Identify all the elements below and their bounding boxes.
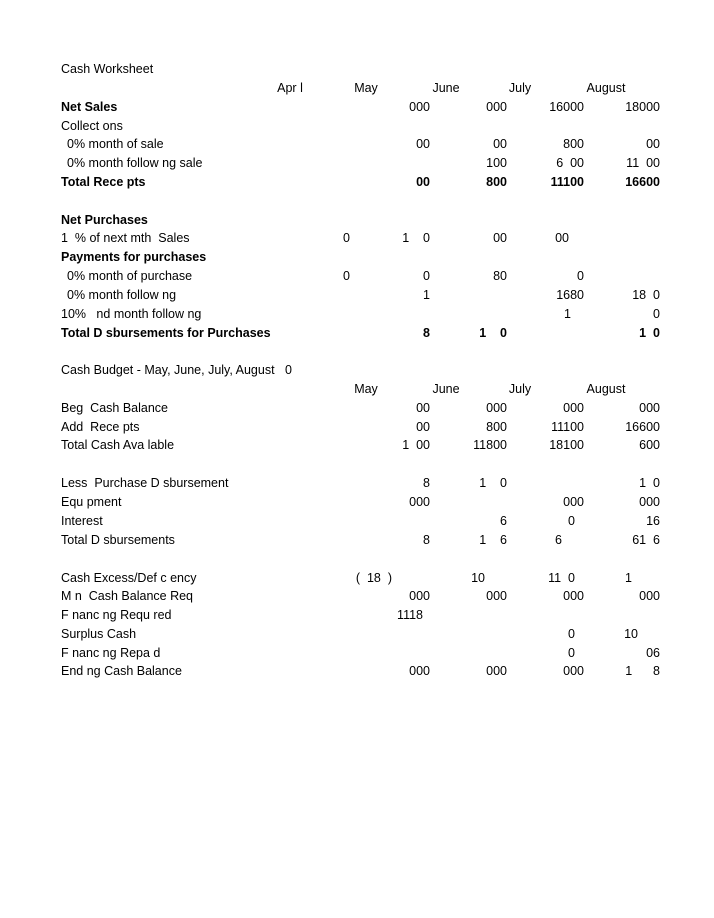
row-label: M n Cash Balance Req bbox=[61, 589, 194, 603]
budget-header-row bbox=[0, 382, 714, 401]
cell-september: 61 6 bbox=[632, 533, 660, 547]
interest-row bbox=[0, 514, 714, 533]
second-month-following-row bbox=[0, 307, 714, 326]
cell-august: 0 bbox=[568, 646, 575, 660]
row-label: 0% month follow ng bbox=[67, 288, 177, 302]
cell-september: 1 0 bbox=[639, 476, 660, 490]
cell-august: 000 bbox=[563, 589, 584, 603]
cell-august: 00 bbox=[555, 231, 569, 245]
beg-cash-balance-row bbox=[0, 401, 714, 420]
row-label: Total Cash Ava lable bbox=[61, 438, 175, 452]
cell-june: 1 0 bbox=[402, 231, 430, 245]
row-label: Net Sales bbox=[61, 100, 118, 114]
row-label: Total D sbursements for Purchases bbox=[61, 326, 271, 340]
row-label: F nanc ng Requ red bbox=[61, 608, 172, 622]
cell-june: 00 bbox=[416, 420, 430, 434]
cell-july: 11800 bbox=[473, 438, 507, 452]
cash-budget-title-row bbox=[0, 363, 714, 382]
cell-august: 6 00 bbox=[556, 156, 584, 170]
cell-june: 1 bbox=[423, 288, 430, 302]
cell-june: 8 bbox=[423, 533, 430, 547]
row-label: Add Rece pts bbox=[61, 420, 140, 434]
cell-july: 000 bbox=[486, 589, 507, 603]
cell-september: 600 bbox=[639, 438, 660, 452]
cash-excess-deficiency-row bbox=[0, 571, 714, 590]
cell-july: 6 bbox=[500, 514, 507, 528]
cell-september: 16 bbox=[646, 514, 660, 528]
header-april: Apr l bbox=[277, 81, 303, 95]
cell-september: 0 bbox=[653, 307, 660, 321]
net-sales-row bbox=[0, 100, 714, 119]
cell-june: 8 bbox=[423, 476, 430, 490]
month-following-row bbox=[0, 288, 714, 307]
cell-august: 0 bbox=[568, 514, 575, 528]
header-july: July bbox=[508, 81, 532, 95]
row-label: Total Rece pts bbox=[61, 175, 146, 189]
cell-september: 11 00 bbox=[626, 156, 660, 170]
cell-september: 18000 bbox=[625, 100, 660, 114]
cell-june: 0 bbox=[423, 269, 430, 283]
cell-september: 1 8 bbox=[625, 664, 660, 678]
cell-september: 1 0 bbox=[639, 326, 660, 340]
cell-september: 16600 bbox=[625, 420, 660, 434]
cell-june: 00 bbox=[416, 175, 430, 189]
row-label: Interest bbox=[61, 514, 103, 528]
cell-july: 10 bbox=[471, 571, 485, 585]
equipment-row bbox=[0, 495, 714, 514]
collections-row bbox=[0, 119, 714, 138]
cell-august: 000 bbox=[563, 495, 584, 509]
cell-july: 000 bbox=[486, 664, 507, 678]
cell-august: 11100 bbox=[550, 175, 584, 189]
cell-june: 8 bbox=[423, 326, 430, 340]
row-label: Cash Excess/Def c ency bbox=[61, 571, 197, 585]
header-may: May bbox=[354, 382, 378, 396]
cell-july: 100 bbox=[486, 156, 507, 170]
row-label: Equ pment bbox=[61, 495, 122, 509]
cell-june: 000 bbox=[409, 664, 430, 678]
cell-august: 11100 bbox=[551, 420, 584, 434]
cell-april: 0 bbox=[343, 231, 350, 245]
cell-june: 00 bbox=[416, 401, 430, 415]
cell-september: 00 bbox=[646, 137, 660, 151]
min-cash-balance-req-row bbox=[0, 589, 714, 608]
cash-budget-title: Cash Budget - May, June, July, August 0 bbox=[61, 363, 292, 377]
header-june: June bbox=[432, 81, 460, 95]
pct-next-month-sales-row bbox=[0, 231, 714, 250]
cell-september: 000 bbox=[639, 495, 660, 509]
cell-august: 0 bbox=[568, 627, 575, 641]
cell-september: 16600 bbox=[625, 175, 660, 189]
worksheet-title: Cash Worksheet bbox=[61, 62, 154, 76]
row-label: F nanc ng Repa d bbox=[61, 646, 161, 660]
cell-september: 1 bbox=[625, 571, 632, 585]
cell-june: 1118 bbox=[397, 608, 423, 622]
cell-august: 1 bbox=[564, 307, 571, 321]
cell-june: 000 bbox=[409, 589, 430, 603]
cell-july: 1 0 bbox=[479, 476, 507, 490]
cell-june: 1 00 bbox=[402, 438, 430, 452]
header-august: August bbox=[586, 382, 626, 396]
cell-july: 00 bbox=[493, 137, 507, 151]
cell-september: 18 0 bbox=[632, 288, 660, 302]
cell-may: ( 18 ) bbox=[355, 571, 392, 585]
cell-august: 0 bbox=[577, 269, 584, 283]
cell-july: 800 bbox=[486, 420, 507, 434]
payments-for-purchases-row bbox=[0, 250, 714, 269]
row-label: Surplus Cash bbox=[61, 627, 137, 641]
row-label: 0% month of purchase bbox=[67, 269, 193, 283]
row-label: 1 % of next mth Sales bbox=[61, 231, 190, 245]
cell-september: 000 bbox=[639, 401, 660, 415]
month-following-sale-row bbox=[0, 156, 714, 175]
month-of-sale-row bbox=[0, 137, 714, 156]
cell-august: 11 0 bbox=[548, 571, 575, 585]
cell-august: 000 bbox=[563, 664, 584, 678]
month-header-row bbox=[0, 81, 714, 100]
cell-september: 10 bbox=[624, 627, 638, 641]
cell-july: 80 bbox=[493, 269, 507, 283]
cell-june: 00 bbox=[416, 137, 430, 151]
row-label: 10% nd month follow ng bbox=[61, 307, 202, 321]
ending-cash-balance-row bbox=[0, 664, 714, 683]
cell-july: 000 bbox=[486, 401, 507, 415]
cell-august: 6 bbox=[555, 533, 562, 547]
cell-july: 000 bbox=[486, 100, 507, 114]
add-receipts-row bbox=[0, 420, 714, 439]
cell-august: 18100 bbox=[549, 438, 584, 452]
less-purchase-disbursement-row bbox=[0, 476, 714, 495]
net-purchases-row bbox=[0, 213, 714, 232]
cell-september: 06 bbox=[646, 646, 660, 660]
worksheet-title-row bbox=[0, 62, 714, 81]
financing-repaid-row bbox=[0, 646, 714, 665]
cell-june: 000 bbox=[409, 495, 430, 509]
row-label: Net Purchases bbox=[61, 213, 148, 227]
header-august: August bbox=[586, 81, 626, 95]
cell-july: 00 bbox=[493, 231, 507, 245]
row-label: Collect ons bbox=[61, 119, 123, 133]
header-june: June bbox=[432, 382, 460, 396]
row-label: Total D sbursements bbox=[61, 533, 175, 547]
row-label: Less Purchase D sbursement bbox=[61, 476, 229, 490]
row-label: 0% month follow ng sale bbox=[67, 156, 203, 170]
total-disbursements-purchases-row bbox=[0, 326, 714, 345]
cell-august: 1680 bbox=[556, 288, 584, 302]
row-label: End ng Cash Balance bbox=[61, 664, 182, 678]
header-july: July bbox=[508, 382, 532, 396]
cell-july: 1 0 bbox=[479, 326, 507, 340]
row-label: Beg Cash Balance bbox=[61, 401, 169, 415]
header-may: May bbox=[354, 81, 378, 95]
cell-september: 000 bbox=[639, 589, 660, 603]
cell-august: 000 bbox=[563, 401, 584, 415]
row-label: Payments for purchases bbox=[61, 250, 207, 264]
total-receipts-row bbox=[0, 175, 714, 194]
cell-july: 800 bbox=[486, 175, 507, 189]
cell-april: 0 bbox=[343, 269, 350, 283]
cell-june: 000 bbox=[409, 100, 430, 114]
financing-required-row bbox=[0, 608, 714, 627]
total-disbursements-row bbox=[0, 533, 714, 552]
surplus-cash-row bbox=[0, 627, 714, 646]
total-cash-available-row bbox=[0, 438, 714, 457]
cell-august: 800 bbox=[563, 137, 584, 151]
cell-august: 16000 bbox=[549, 100, 584, 114]
cell-july: 1 6 bbox=[479, 533, 507, 547]
row-label: 0% month of sale bbox=[67, 137, 164, 151]
month-of-purchase-row bbox=[0, 269, 714, 288]
